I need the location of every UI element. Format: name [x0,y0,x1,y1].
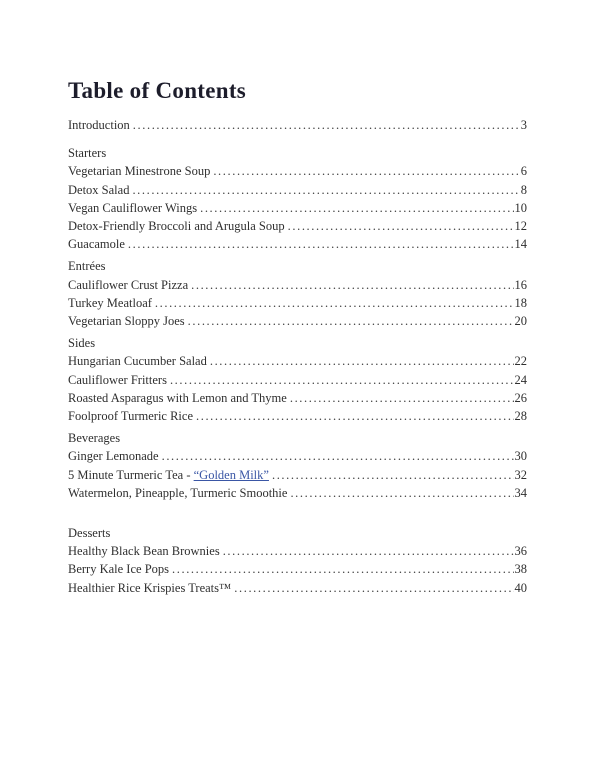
dot-leader [213,162,519,180]
toc-entry-golden-milk [68,466,527,484]
toc-entry [68,352,527,370]
section-header-starters: Starters [68,146,107,161]
dot-leader [272,466,514,484]
toc-entry-label: Foolproof Turmeric Rice [68,409,193,424]
toc-entry-page: 24 [514,372,527,387]
toc-entry-label: Turkey Meatloaf [68,295,152,310]
page-title: Table of Contents [68,78,247,103]
dot-leader [288,217,514,235]
toc-entry [68,312,527,330]
section-header-beverages: Beverages [68,431,121,446]
toc-entry-label: Watermelon, Pineapple, Turmeric Smoothie [68,485,288,500]
dot-leader [170,371,514,389]
dot-leader [128,235,514,253]
toc-entry-page: 10 [514,200,527,215]
toc-entry-label: Hungarian Cucumber Salad [68,354,207,369]
toc-entry [68,389,527,407]
toc-entry-label: Vegetarian Sloppy Joes [68,314,185,329]
toc-entry [68,294,527,312]
toc-entry-introduction [68,116,527,134]
toc-entry-page: 8 [520,182,527,197]
section-header-desserts: Desserts [68,526,111,541]
toc-entry-label: Ginger Lemonade [68,449,159,464]
toc-entry-page: 18 [514,295,527,310]
dot-leader [196,407,514,425]
toc-entry-page: 38 [514,562,527,577]
toc-entry-page: 34 [514,485,527,500]
toc-entry-label: Introduction [68,118,130,132]
dot-leader [223,542,514,560]
toc-entry-page: 6 [520,164,527,179]
toc-entry-page: 3 [520,118,527,132]
golden-milk-link[interactable]: “Golden Milk” [193,467,269,482]
toc-section-starters [68,144,527,253]
toc-entry [68,199,527,217]
toc-entry [68,447,527,465]
dot-leader [210,352,514,370]
toc-entry-label: Vegan Cauliflower Wings [68,200,198,215]
toc-entry [68,217,527,235]
toc-entry-label: Detox Salad [68,182,130,197]
toc-entry-page: 16 [514,277,527,292]
toc-entry-label [68,466,269,484]
toc-entry-label: Cauliflower Fritters [68,372,167,387]
toc-entry [68,371,527,389]
toc-entry [68,407,527,425]
section-header-entrees: Entrées [68,259,106,274]
toc-entry-page: 28 [514,409,527,424]
dot-leader [132,181,519,199]
toc-entry-page: 22 [514,354,527,369]
toc-entry-label: Vegetarian Minestrone Soup [68,164,211,179]
toc-entry-page: 12 [514,219,527,234]
dot-leader [234,579,513,597]
toc-entry [68,542,527,560]
toc-entry-label: Roasted Asparagus with Lemon and Thyme [68,390,287,405]
toc-entry-page: 40 [514,580,527,595]
toc-entry [68,162,527,180]
dot-leader [172,560,513,578]
toc-entry-page: 32 [514,467,527,482]
toc-entry-label: Detox-Friendly Broccoli and Arugula Soup [68,219,285,234]
toc-entry [68,484,527,502]
toc-entry-page: 26 [514,390,527,405]
toc-entry-label: Cauliflower Crust Pizza [68,277,189,292]
toc-entry-label-prefix: 5 Minute Turmeric Tea - [68,467,194,482]
dot-leader [290,484,513,502]
toc-entry-label: Guacamole [68,237,125,252]
toc-section-entrees [68,257,527,330]
dot-leader [200,199,513,217]
dot-leader [191,276,513,294]
dot-leader [290,389,514,407]
toc-entry-label: Healthy Black Bean Brownies [68,544,220,559]
toc-entry-page: 20 [514,314,527,329]
toc-entry-label: Healthier Rice Krispies Treats™ [68,580,232,595]
dot-leader [155,294,514,312]
section-header-sides: Sides [68,336,96,351]
dot-leader [188,312,514,330]
toc-entry [68,235,527,253]
toc-entry [68,181,527,199]
toc-entry-page: 30 [514,449,527,464]
toc-entry [68,579,527,597]
toc-section-sides [68,334,527,425]
toc-section-beverages [68,429,527,502]
dot-leader [133,116,520,134]
dot-leader [162,447,514,465]
toc-section-desserts [68,524,527,597]
toc-entry-label: Berry Kale Ice Pops [68,562,170,577]
toc-entry-page: 36 [514,544,527,559]
toc-entry-page: 14 [514,237,527,252]
toc-entry [68,276,527,294]
toc-entry [68,560,527,578]
